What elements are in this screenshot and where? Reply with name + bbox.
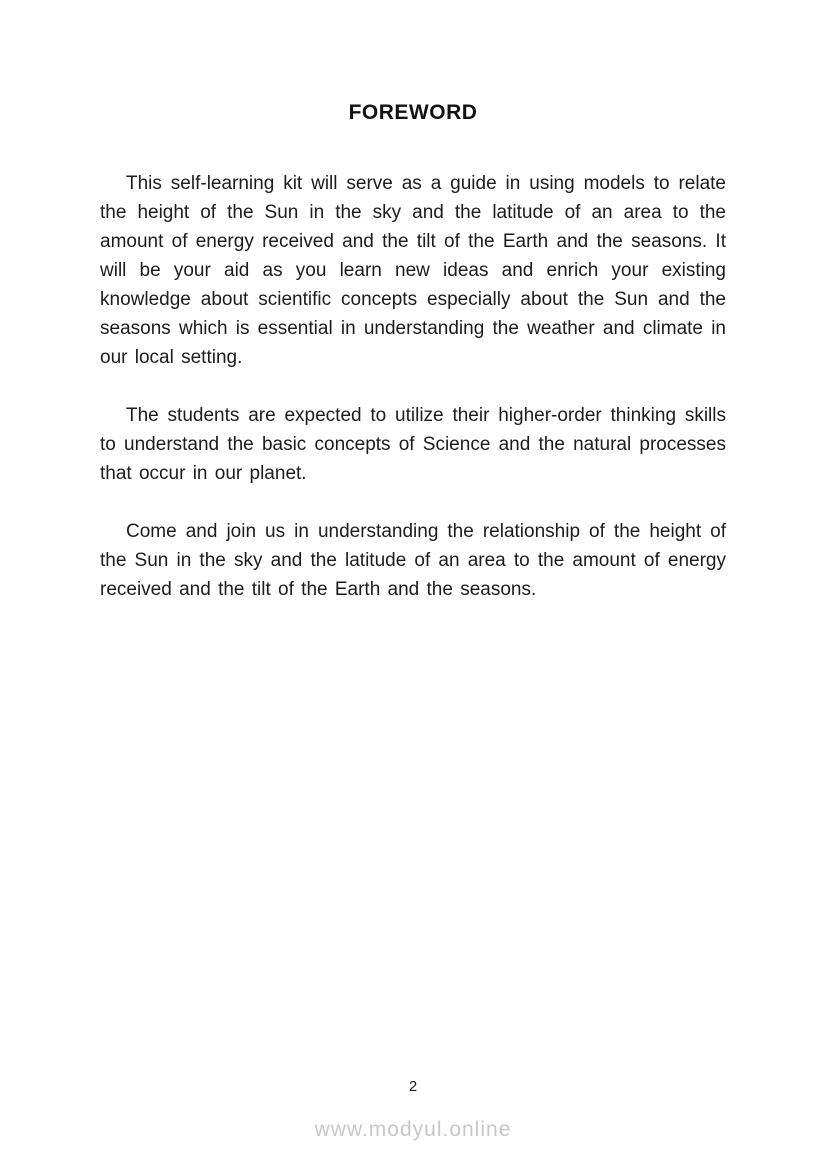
page-content: [100, 0, 726, 633]
foreword-paragraph-1: This self-learning kit will serve as a guide in using models to relate the height of the Sun in the sky and the latitude of an area to the amount of energy received and the tilt of the Earth and the seasons. It will be your aid as you learn new ideas and enrich your existing knowledge about scientific concepts especially about the Sun and the seasons which is essential in understanding the weather and climate in our local setting.: [100, 173, 726, 368]
page-number: 2: [408, 1078, 418, 1095]
foreword-paragraph-3: Come and join us in understanding the relationship of the height of the Sun in the sky and the latitude of an area to the amount of energy received and the tilt of the Earth and the seasons.: [100, 521, 726, 600]
page-title: FOREWORD: [348, 101, 478, 124]
watermark-text: www.modyul.online: [314, 1118, 512, 1141]
foreword-paragraph-2: The students are expected to utilize their higher-order thinking skills to understand the basic concepts of Science and the natural processes that occur in our planet.: [100, 405, 726, 484]
